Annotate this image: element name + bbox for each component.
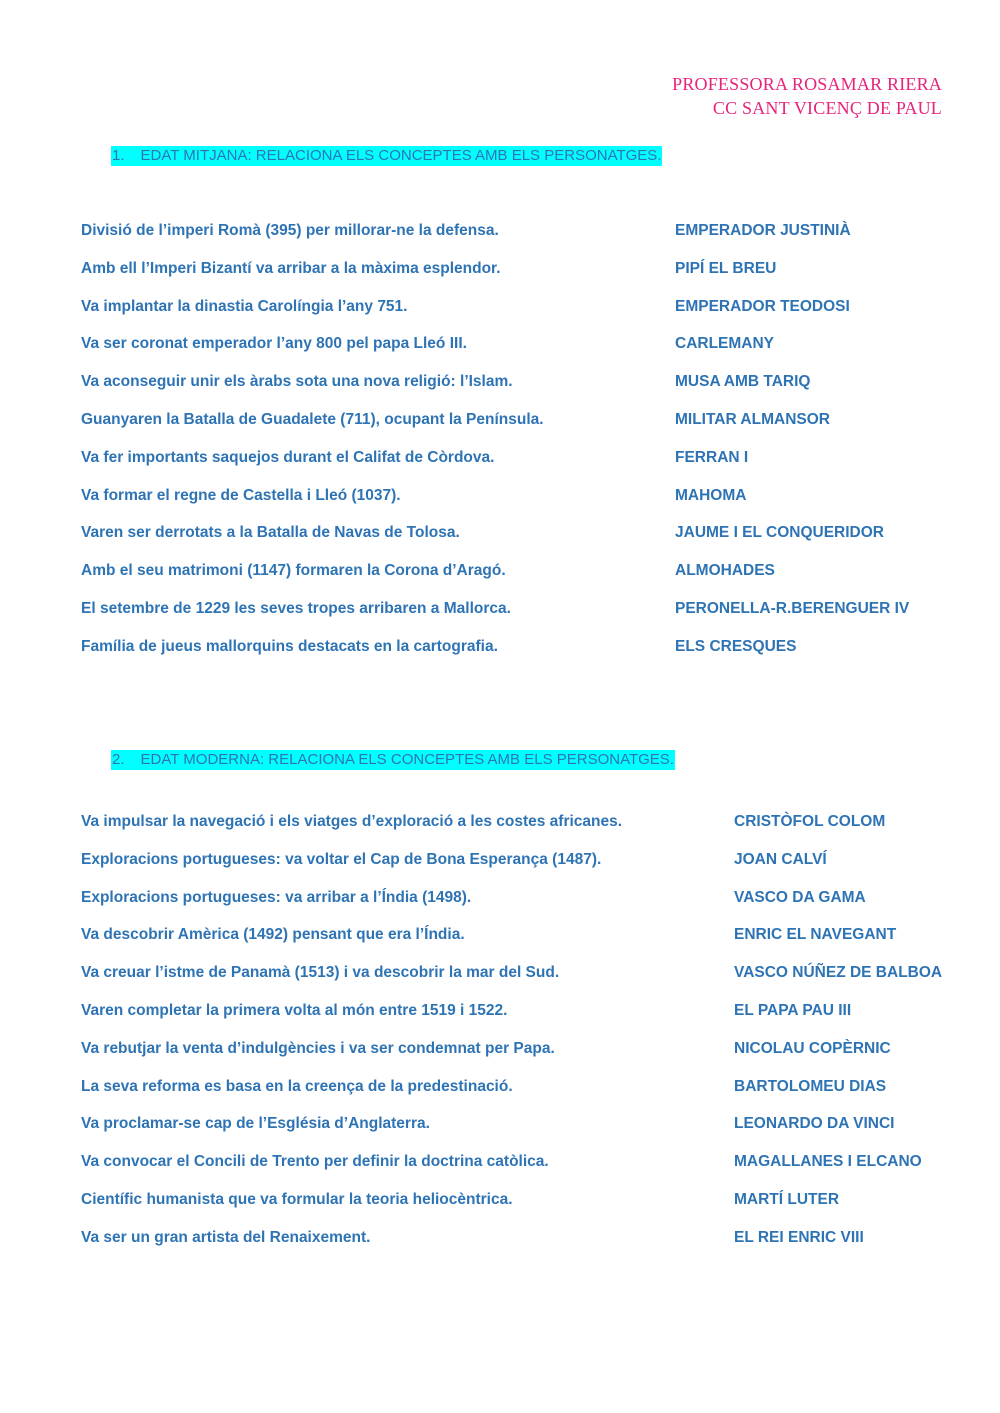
person-text: CARLEMANY — [675, 335, 775, 353]
list-item — [81, 888, 960, 926]
person-text: EL PAPA PAU III — [734, 1001, 852, 1019]
concept-text: Exploracions portugueses: va arribar a l’Índia (1498). — [81, 888, 472, 906]
list-item — [81, 850, 960, 888]
person-text: EL REI ENRIC VIII — [734, 1228, 864, 1246]
person-text: EMPERADOR TEODOSI — [675, 297, 850, 315]
concept-text: Va creuar l’istme de Panamà (1513) i va descobrir la mar del Sud. — [81, 964, 560, 982]
list-item — [81, 812, 960, 850]
person-text: CRISTÒFOL COLOM — [734, 813, 886, 830]
person-text: MAHOMA — [675, 486, 747, 504]
person-text: ELS CRESQUES — [675, 637, 797, 655]
concept-text: Va ser coronat emperador l’any 800 pel papa Lleó III. — [81, 335, 467, 353]
list-item — [81, 963, 960, 1001]
person-text: MILITAR ALMANSOR — [675, 410, 830, 428]
concept-text: Va fer importants saquejos durant el Califat de Còrdova. — [81, 448, 495, 466]
teacher-name: PROFESSORA ROSAMAR RIERA — [672, 74, 942, 94]
list-item — [81, 1190, 960, 1228]
list-item — [81, 925, 960, 963]
concept-text: Va ser un gran artista del Renaixement. — [81, 1228, 371, 1246]
concept-text: Va formar el regne de Castella i Lleó (1037). — [81, 486, 401, 504]
concept-text: Amb ell l’Imperi Bizantí va arribar a la màxima esplendor. — [81, 259, 501, 277]
person-text: NICOLAU COPÈRNIC — [734, 1039, 891, 1057]
concept-text: Varen completar la primera volta al món entre 1519 i 1522. — [81, 1001, 508, 1019]
section-1-rows — [81, 221, 960, 675]
person-text: JAUME I EL CONQUERIDOR — [675, 524, 884, 542]
concept-text: Científic humanista que va formular la teoria heliocèntrica. — [81, 1190, 513, 1208]
section-2-rows — [81, 812, 960, 1266]
section-1-title — [111, 146, 662, 166]
person-text: JOAN CALVÍ — [734, 850, 827, 868]
person-text: BARTOLOMEU DIAS — [734, 1077, 887, 1095]
list-item — [81, 410, 960, 448]
list-item — [81, 1228, 960, 1266]
person-text: PERONELLA-R.BERENGUER IV — [675, 599, 910, 617]
list-item — [81, 1001, 960, 1039]
concept-text: Va descobrir Amèrica (1492) pensant que era l’Índia. — [81, 926, 465, 944]
concept-text: Exploracions portugueses: va voltar el Cap de Bona Esperança (1487). — [81, 850, 602, 868]
list-item — [81, 334, 960, 372]
list-item — [81, 637, 960, 675]
list-item — [81, 372, 960, 410]
person-text: EMPERADOR JUSTINIÀ — [675, 222, 851, 239]
list-item — [81, 486, 960, 524]
section-2-title — [111, 750, 675, 770]
list-item — [81, 1152, 960, 1190]
list-item — [81, 1114, 960, 1152]
person-text: ALMOHADES — [675, 562, 775, 580]
list-item — [81, 523, 960, 561]
concept-text: La seva reforma es basa en la creença de la predestinació. — [81, 1077, 513, 1095]
concept-text: Va aconseguir unir els àrabs sota una nova religió: l’Islam. — [81, 373, 513, 391]
concept-text: Família de jueus mallorquins destacats en la cartografia. — [81, 637, 498, 655]
school-name: CC SANT VICENÇ DE PAUL — [712, 98, 942, 118]
concept-text: Va convocar el Concili de Trento per definir la doctrina catòlica. — [81, 1153, 549, 1171]
person-text: MARTÍ LUTER — [734, 1190, 840, 1208]
person-text: MAGALLANES I ELCANO — [734, 1153, 922, 1171]
person-text: MUSA AMB TARIQ — [675, 373, 811, 391]
person-text: ENRIC EL NAVEGANT — [734, 926, 897, 944]
list-item — [81, 599, 960, 637]
person-text: VASCO NÚÑEZ DE BALBOA — [734, 964, 943, 982]
list-item — [81, 1039, 960, 1077]
list-item — [81, 221, 960, 259]
concept-text: Va rebutjar la venta d’indulgències i va ser condemnat per Papa. — [81, 1039, 555, 1057]
list-item — [81, 1077, 960, 1115]
concept-text: El setembre de 1229 les seves tropes arribaren a Mallorca. — [81, 599, 511, 617]
concept-text: Guanyaren la Batalla de Guadalete (711), ocupant la Península. — [81, 410, 544, 428]
list-item — [81, 448, 960, 486]
person-text: VASCO DA GAMA — [734, 888, 866, 906]
person-text: FERRAN I — [675, 448, 749, 466]
person-text: PIPÍ EL BREU — [675, 259, 777, 277]
concept-text: Va impulsar la navegació i els viatges d’exploració a les costes africanes. — [81, 813, 623, 830]
concept-text: Divisió de l’imperi Romà (395) per millorar-ne la defensa. — [81, 222, 499, 239]
concept-text: Amb el seu matrimoni (1147) formaren la Corona d’Aragó. — [81, 562, 506, 580]
section-2-title-text: EDAT MODERNA: RELACIONA ELS CONCEPTES AMB ELS PERSONATGES. — [140, 751, 674, 768]
list-item — [81, 297, 960, 335]
list-item — [81, 259, 960, 297]
section-2-number: 2. — [112, 751, 125, 768]
page-header — [672, 72, 942, 120]
section-1-number: 1. — [112, 147, 125, 164]
concept-text: Va implantar la dinastia Carolíngia l’any 751. — [81, 297, 408, 315]
list-item — [81, 561, 960, 599]
concept-text: Va proclamar-se cap de l’Església d’Anglaterra. — [81, 1115, 430, 1133]
concept-text: Varen ser derrotats a la Batalla de Navas de Tolosa. — [81, 524, 460, 542]
section-1-title-text: EDAT MITJANA: RELACIONA ELS CONCEPTES AMB ELS PERSONATGES. — [140, 147, 662, 164]
person-text: LEONARDO DA VINCI — [734, 1115, 895, 1133]
